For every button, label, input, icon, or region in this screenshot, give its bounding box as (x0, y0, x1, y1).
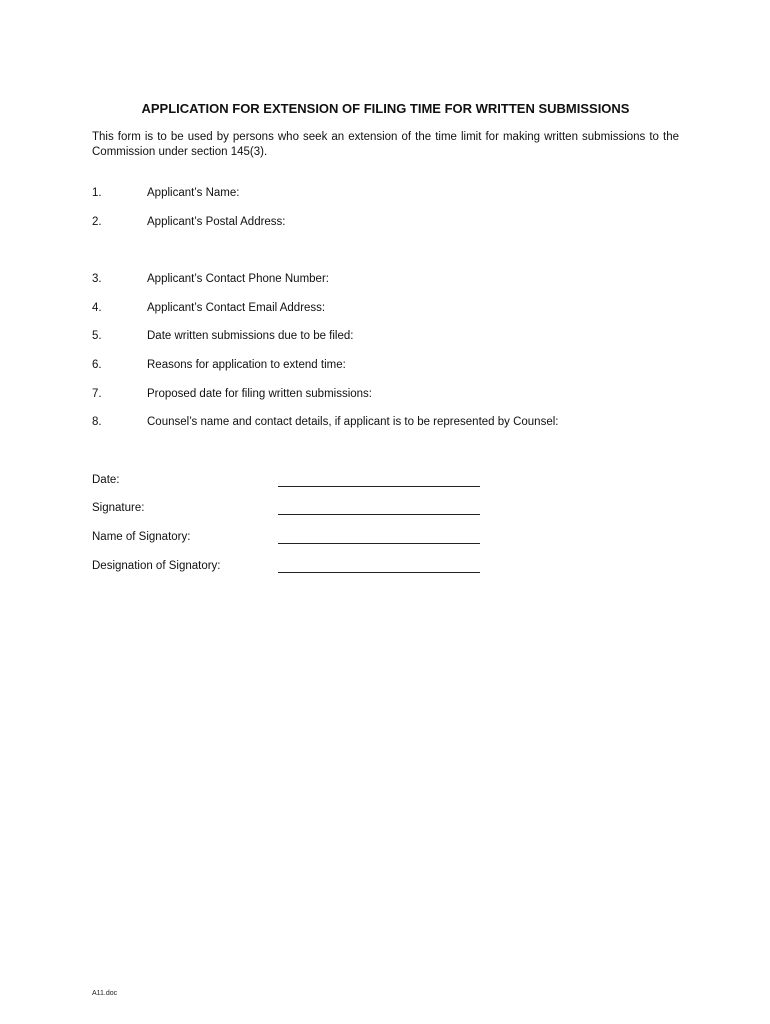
form-title: APPLICATION FOR EXTENSION OF FILING TIME FOR WRITTEN SUBMISSIONS (141, 101, 630, 116)
signature-blank-line[interactable] (278, 514, 480, 515)
item-number: 2. (92, 216, 102, 228)
signature-label: Signature: (92, 502, 145, 514)
signature-blank-line[interactable] (278, 572, 480, 573)
signature-blank-line[interactable] (278, 543, 480, 544)
item-label: Applicant’s Postal Address: (147, 216, 286, 228)
item-label: Applicant’s Contact Email Address: (147, 302, 326, 314)
item-label: Applicant’s Contact Phone Number: (147, 273, 329, 285)
item-number: 4. (92, 302, 102, 314)
footer-filename: A11.doc (92, 990, 118, 997)
item-number: 6. (92, 359, 102, 371)
item-number: 7. (92, 388, 102, 400)
signature-blank-line[interactable] (278, 486, 480, 487)
item-number: 3. (92, 273, 102, 285)
intro-paragraph: This form is to be used by persons who seek an extension of the time limit for making written submissions to the Commission under section 145(3). (92, 131, 679, 158)
item-label: Reasons for application to extend time: (147, 359, 346, 371)
signature-label: Designation of Signatory: (92, 560, 221, 572)
item-label: Date written submissions due to be filed: (147, 330, 354, 342)
item-number: 5. (92, 330, 102, 342)
signature-label: Date: (92, 474, 120, 486)
item-number: 8. (92, 416, 102, 428)
item-label: Proposed date for filing written submissions: (147, 388, 372, 400)
signature-label: Name of Signatory: (92, 531, 191, 543)
item-number: 1. (92, 187, 102, 199)
item-label: Counsel’s name and contact details, if applicant is to be represented by Counsel: (147, 416, 559, 428)
item-label: Applicant’s Name: (147, 187, 240, 199)
